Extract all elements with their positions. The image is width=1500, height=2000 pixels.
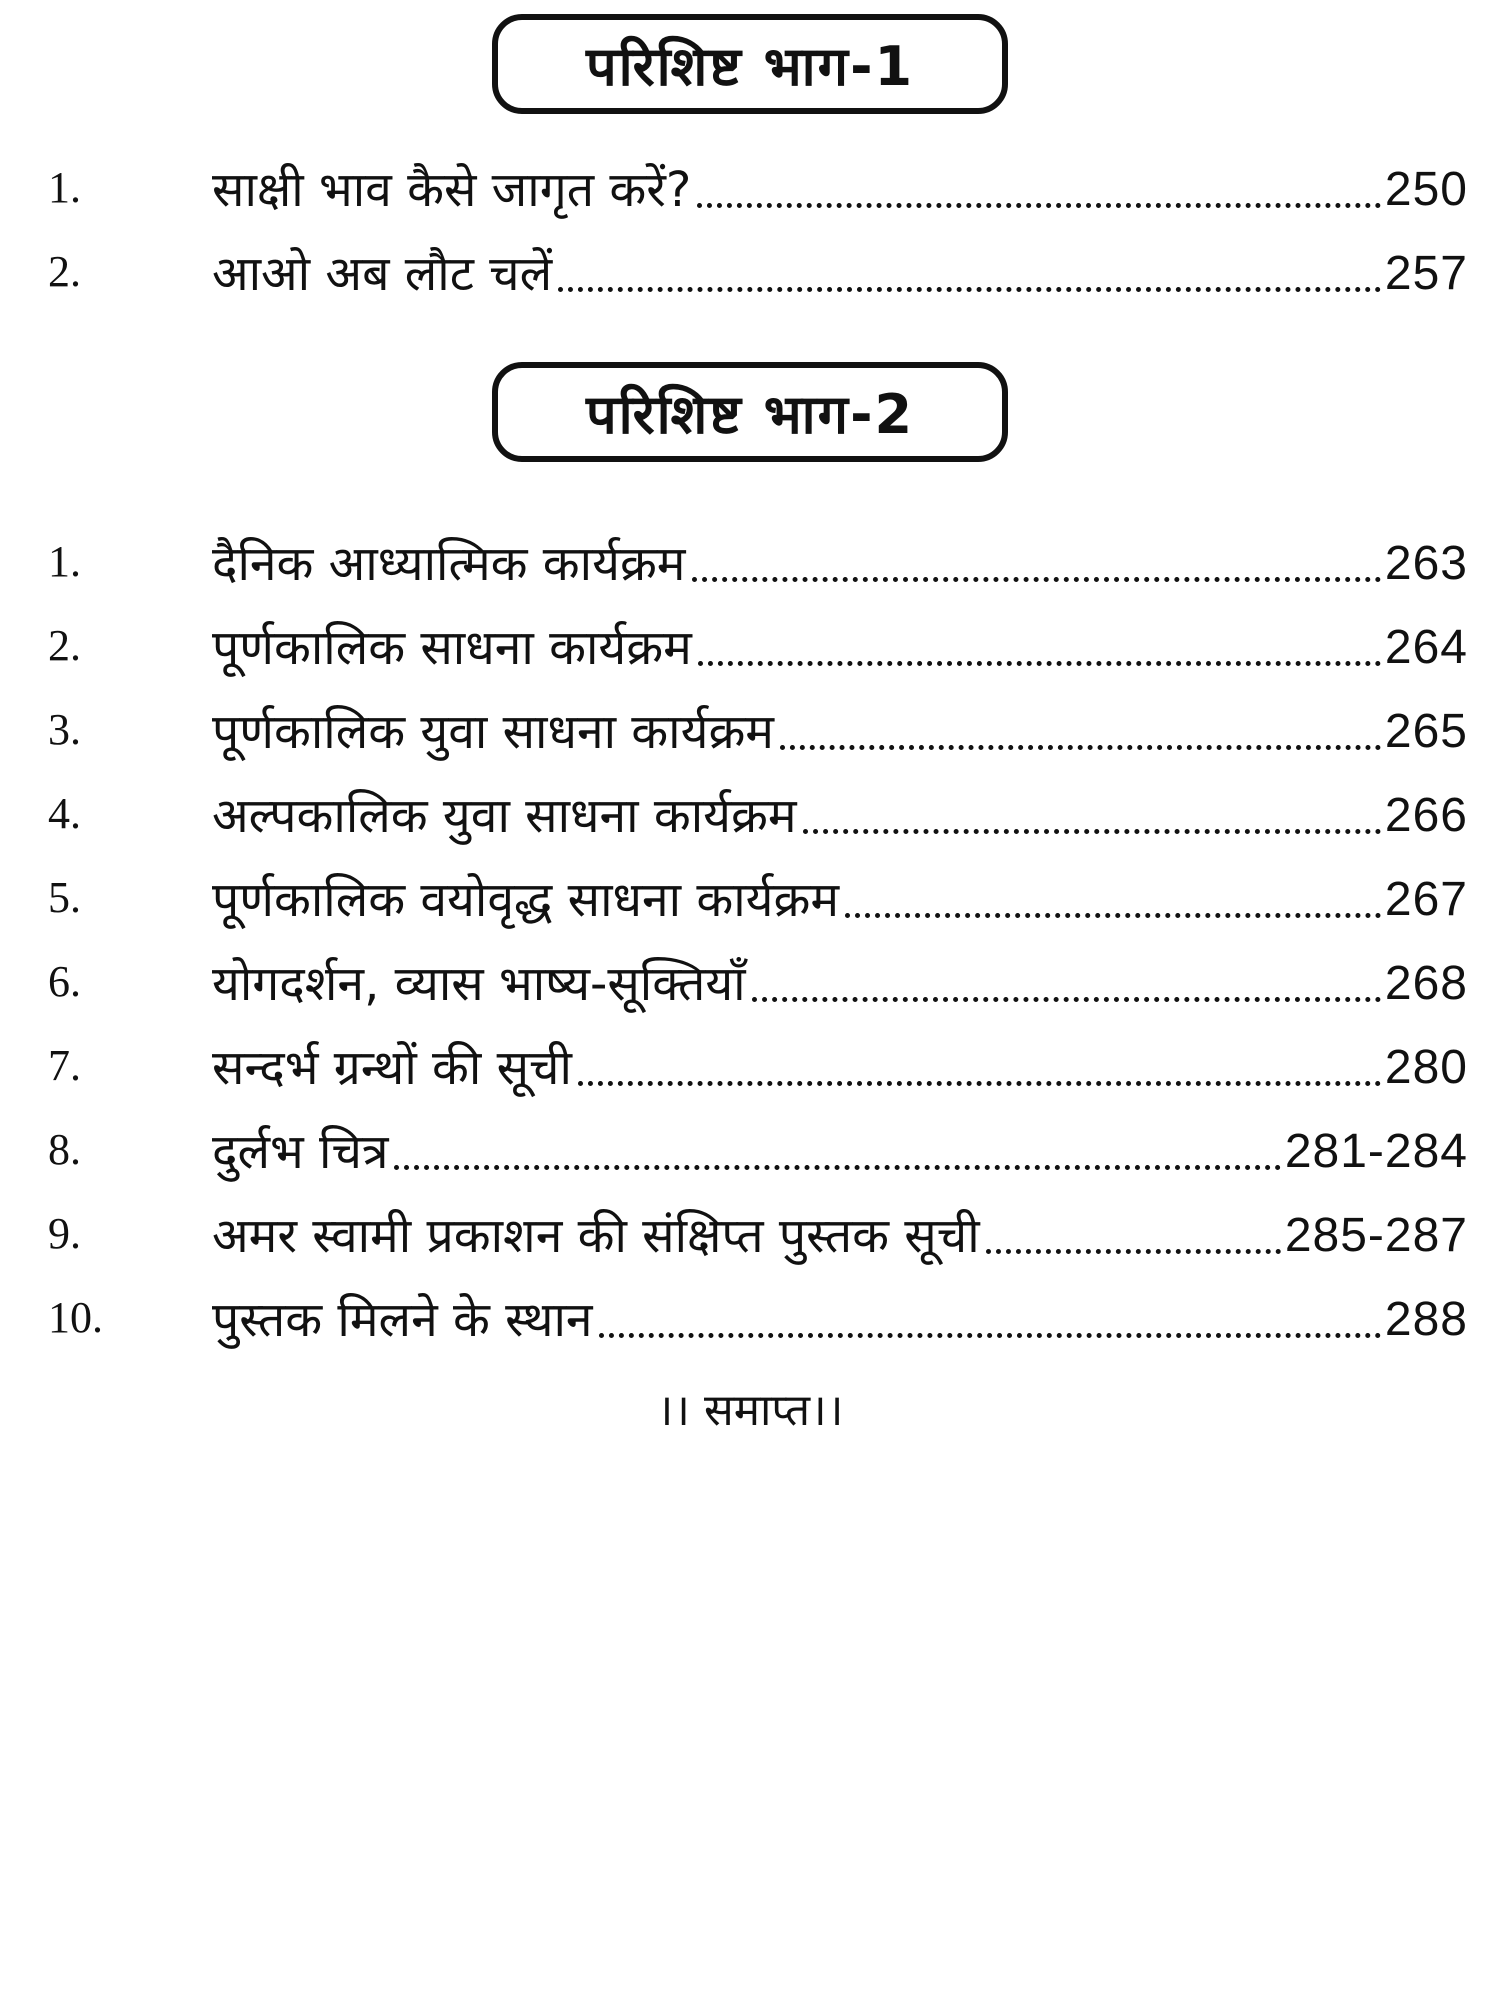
part1-toc-list [48,136,1468,304]
toc-row[interactable] [48,220,1468,304]
toc-row[interactable] [48,594,1468,678]
toc-number: 3. [48,705,81,754]
toc-number: 4. [48,789,81,838]
toc-row[interactable] [48,1182,1468,1266]
dot-leader [692,567,1381,582]
part2-heading: परिशिष्ट भाग-2 [492,362,1008,462]
toc-row[interactable] [48,762,1468,846]
toc-number: 5. [48,873,81,922]
dot-leader [845,903,1381,918]
toc-page-number: 266 [1384,789,1468,842]
toc-number: 9. [48,1209,81,1258]
dot-leader [986,1239,1281,1254]
toc-title: पूर्णकालिक वयोवृद्ध साधना कार्यक्रम [212,872,840,928]
toc-page-number: 263 [1384,537,1468,590]
toc-row[interactable] [48,1266,1468,1350]
toc-number: 1. [48,163,81,212]
toc-number: 2. [48,621,81,670]
dot-leader [697,193,1381,208]
toc-row[interactable] [48,136,1468,220]
toc-title: अमर स्वामी प्रकाशन की संक्षिप्त पुस्तक सूची [212,1208,980,1264]
dot-leader [752,987,1381,1002]
toc-title: पूर्णकालिक युवा साधना कार्यक्रम [212,704,775,760]
toc-row[interactable] [48,1098,1468,1182]
closing-text: ।। समाप्त।। [656,1385,844,1436]
toc-title: आओ अब लौट चलें [212,246,553,302]
part1-heading: परिशिष्ट भाग-1 [492,14,1008,114]
toc-title: पूर्णकालिक साधना कार्यक्रम [212,620,692,676]
toc-title: अल्पकालिक युवा साधना कार्यक्रम [212,788,797,844]
part1-heading-wrap [0,14,1500,114]
dot-leader [599,1323,1381,1338]
part2-toc-list [48,510,1468,1350]
toc-title: दैनिक आध्यात्मिक कार्यक्रम [212,536,686,592]
toc-number: 2. [48,247,81,296]
toc-title: योगदर्शन, व्यास भाष्य-सूक्तियाँ [212,956,746,1012]
toc-page-number: 281-284 [1284,1125,1468,1178]
toc-title: पुस्तक मिलने के स्थान [212,1292,593,1348]
dot-leader [558,277,1381,292]
toc-row[interactable] [48,846,1468,930]
toc-page-number: 280 [1384,1041,1468,1094]
toc-number: 10. [48,1293,103,1342]
toc-row[interactable] [48,1014,1468,1098]
toc-page-number: 257 [1384,247,1468,300]
toc-title: सन्दर्भ ग्रन्थों की सूची [212,1040,572,1096]
toc-title: साक्षी भाव कैसे जागृत करें? [212,162,692,218]
toc-page-number: 267 [1384,873,1468,926]
toc-page-number: 268 [1384,957,1468,1010]
toc-number: 7. [48,1041,81,1090]
toc-page-number: 250 [1384,163,1468,216]
toc-number: 1. [48,537,81,586]
toc-page-number: 288 [1384,1293,1468,1346]
part2-heading-wrap [0,362,1500,462]
toc-page-number: 264 [1384,621,1468,674]
dot-leader [578,1071,1381,1086]
toc-number: 6. [48,957,81,1006]
toc-title: दुर्लभ चित्र [212,1124,389,1180]
dot-leader [780,735,1381,750]
dot-leader [394,1155,1280,1170]
dot-leader [803,819,1381,834]
toc-page-number: 265 [1384,705,1468,758]
toc-page-number: 285-287 [1284,1209,1468,1262]
toc-row[interactable] [48,678,1468,762]
dot-leader [698,651,1381,666]
toc-row[interactable] [48,930,1468,1014]
toc-number: 8. [48,1125,81,1174]
toc-row[interactable] [48,510,1468,594]
